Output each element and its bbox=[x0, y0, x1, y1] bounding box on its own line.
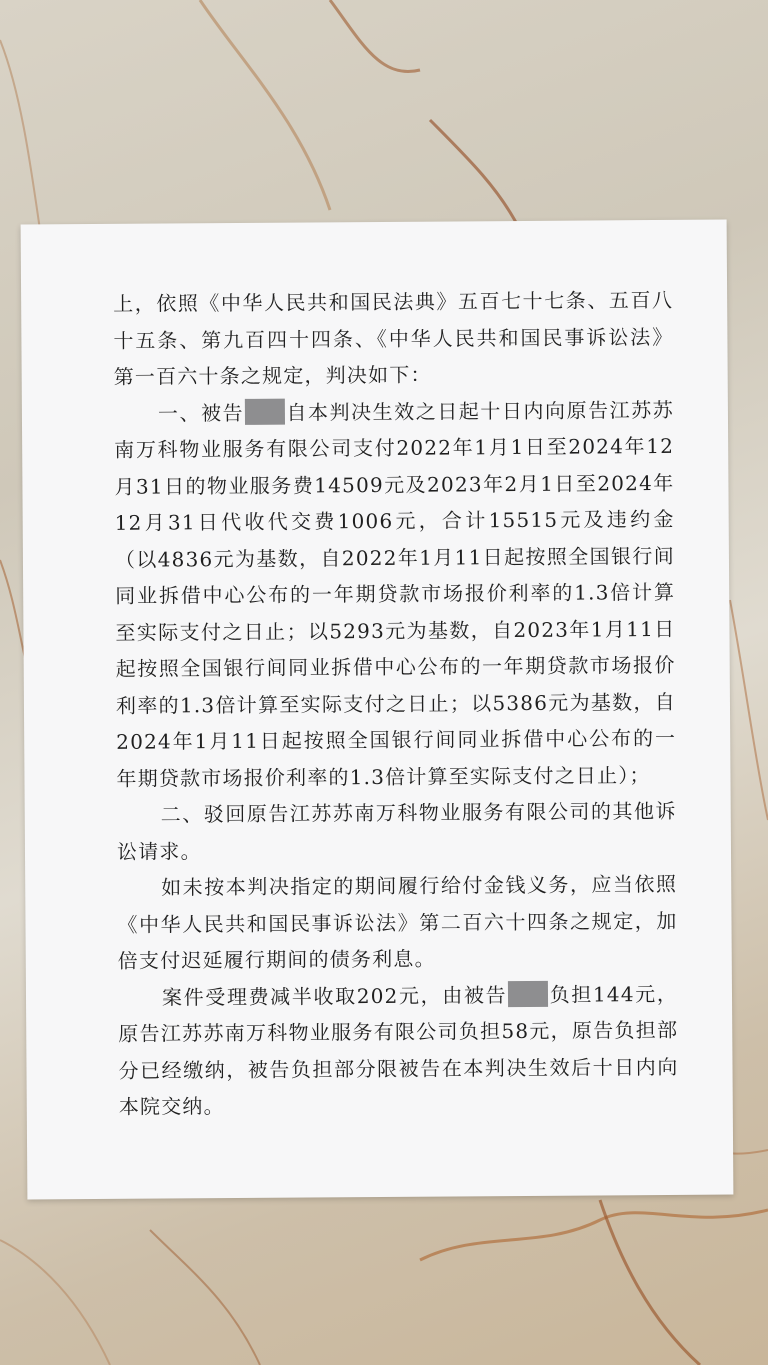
paragraph-legal-basis: 上，依照《中华人民共和国民法典》五百七十七条、五百八十五条、第九百四十四条、《中华人民共和国民事诉讼法》第一百六十条之规定，判决如下： bbox=[113, 287, 674, 389]
court-notice-paper bbox=[21, 220, 734, 1200]
paragraph-late-payment-notice: 如未按本判决指定的期间履行给付金钱义务，应当依照《中华人民共和国民事诉讼法》第二百六十四条之规定，加倍支付迟延履行期间的债务利息。 bbox=[117, 871, 678, 973]
judgment-text bbox=[113, 282, 679, 1125]
redacted-defendant-name bbox=[508, 980, 548, 1006]
fee-body: 负担144元，原告江苏苏南万科物业服务有限公司负担58元，原告负担部分已经缴纳，被告负担部分限被告在本判决生效后十日内向本院交纳。 bbox=[118, 981, 679, 1119]
paragraph-judgment-item-1 bbox=[114, 391, 677, 796]
item1-prefix: 一、被告 bbox=[157, 400, 245, 426]
paragraph-court-fee bbox=[118, 975, 679, 1125]
paragraph-judgment-item-2: 二、驳回原告江苏苏南万科物业服务有限公司的其他诉讼请求。 bbox=[116, 798, 677, 864]
redacted-defendant-name bbox=[245, 398, 285, 424]
item1-body: 自本判决生效之日起十日内向原告江苏苏南万科物业服务有限公司支付2022年1月1日至2024年12月31日的物业服务费14509元及2023年2月1日至2024年12月31日代收代交费1006元，合计15515元及违约金（以4836元为基数，自2022年1月11日起按照全国银行间同业拆借中心公布的一年期贷款市场报价利率的1.3倍计算至实际支付之日止；以5293元为基数，自2023年1月11日起按照全国银行间同业拆借中心公布的一年期贷款市场报价利率的1.3倍计算至实际支付之日止；以5386元为基数，自2024年1月11日起按照全国银行间同业拆借中心公布的一年期贷款市场报价利率的1.3倍计算至实际支付之日止）； bbox=[114, 397, 677, 791]
fee-prefix: 案件受理费减半收取202元，由被告 bbox=[161, 982, 508, 1010]
